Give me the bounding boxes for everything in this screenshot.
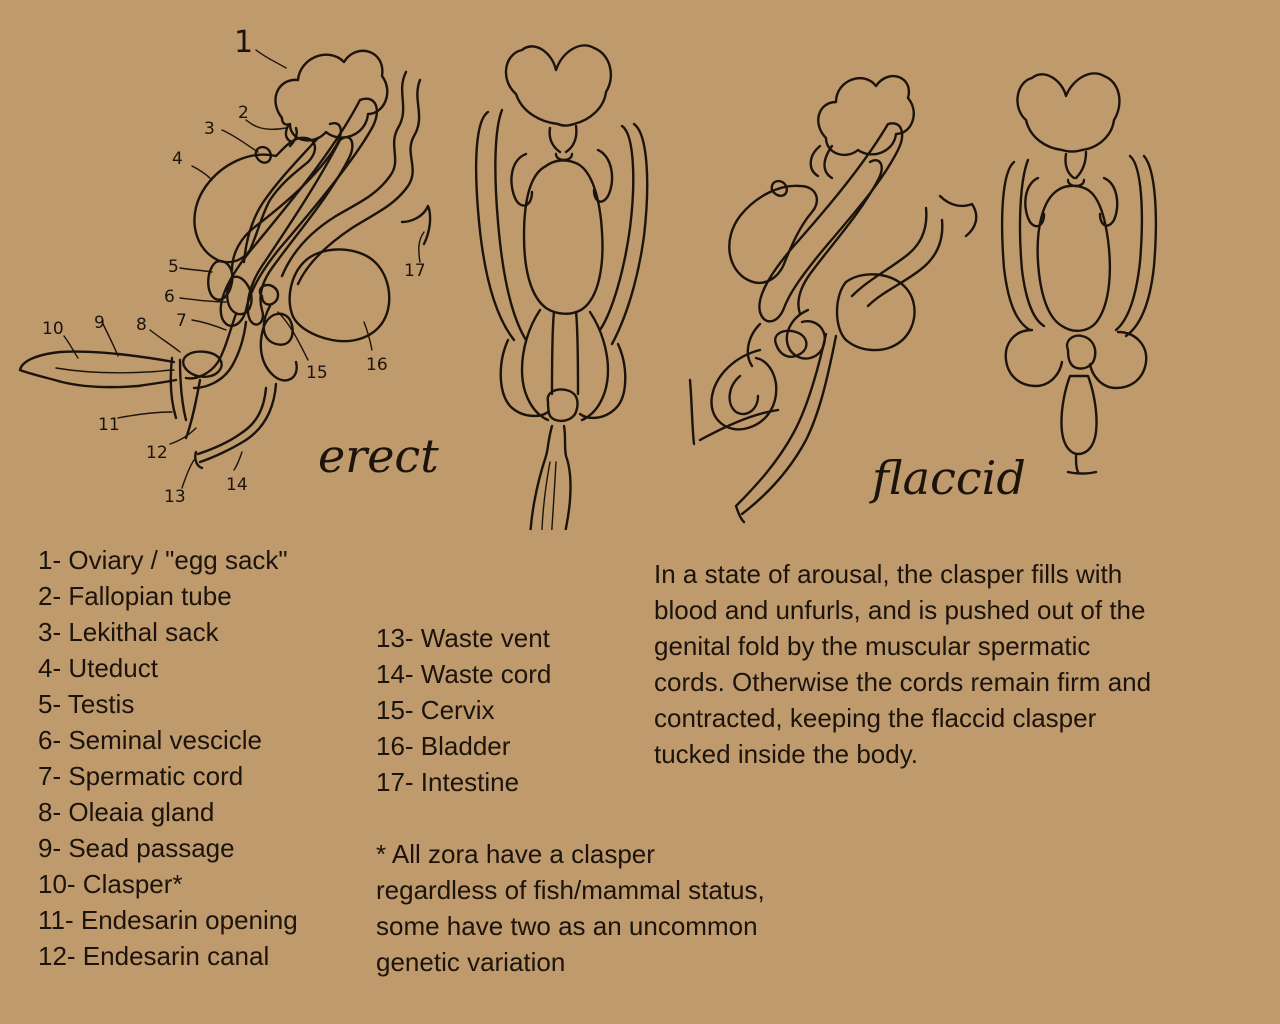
description-line: cords. Otherwise the cords remain firm and: [654, 667, 1152, 697]
num-17: 17: [404, 261, 426, 281]
spermatic-cord-loop: [261, 306, 297, 380]
num-14: 14: [226, 475, 248, 495]
flaccid-bladder-shape: [837, 274, 915, 350]
legend-item-10: 10- Clasper*: [38, 869, 183, 899]
front-clasper-groove: [541, 462, 556, 530]
legend-item-3: 3- Lekithal sack: [38, 617, 219, 647]
num-4: 4: [172, 149, 183, 169]
endesarin-canal-shape: [186, 380, 200, 438]
erect-side-view: [20, 25, 439, 507]
description-line: tucked inside the body.: [654, 739, 919, 769]
num-9: 9: [94, 313, 105, 333]
footnote-line: some have two as an uncommon: [376, 911, 758, 941]
front-shaft-shape: [552, 312, 578, 394]
legend-item-11: 11- Endesarin opening: [38, 905, 298, 935]
num-5: 5: [168, 257, 179, 277]
flaccid-tube-shape: [811, 146, 832, 178]
num-13: 13: [164, 487, 186, 507]
flaccid-front-cord-right: [1116, 156, 1156, 336]
flaccid-front-lower-right: [1090, 332, 1146, 388]
flaccid-front-view: [1002, 73, 1156, 473]
description-line: genital fold by the muscular spermatic: [654, 631, 1091, 661]
footnote-paragraph: [376, 836, 765, 980]
erect-front-view: [476, 45, 647, 530]
front-clasper-shape: [530, 426, 571, 530]
clasper-shape: [20, 352, 176, 388]
legend-item-7: 7- Spermatic cord: [38, 761, 244, 791]
footnote-line: regardless of fish/mammal status,: [376, 875, 765, 905]
legend-item-15: 15- Cervix: [376, 695, 495, 725]
front-uterus-shape: [524, 160, 602, 313]
flaccid-ovary-shape: [818, 76, 914, 155]
num-6: 6: [164, 287, 175, 307]
legend-item-14: 14- Waste cord: [376, 659, 552, 689]
flaccid-front-ovary: [1017, 73, 1119, 151]
description-paragraph: [654, 556, 1151, 772]
flaccid-side-view: [690, 76, 1026, 522]
legend-item-5: 5- Testis: [38, 689, 135, 719]
num-10: 10: [42, 319, 64, 339]
num-1: 1: [234, 25, 254, 60]
legend-item-4: 4- Uteduct: [38, 653, 158, 683]
flaccid-genital-fold: [690, 380, 778, 444]
legend-item-8: 8- Oleaia gland: [38, 797, 215, 827]
legend-item-9: 9- Sead passage: [38, 833, 235, 863]
bladder-shape: [290, 249, 390, 341]
sead-passage-line: [56, 368, 174, 373]
uteduct-shape: [194, 138, 315, 262]
description-line: blood and unfurls, and is pushed out of the: [654, 595, 1146, 625]
flaccid-front-uterus: [1038, 186, 1110, 331]
flaccid-front-clasper: [1061, 376, 1096, 454]
num-8: 8: [136, 315, 147, 335]
fold-inner: [248, 137, 353, 324]
legend-left: [38, 542, 298, 974]
flaccid-front-vent: [1068, 454, 1096, 474]
legend-item-17: 17- Intestine: [376, 767, 520, 797]
legend-item-12: 12- Endesarin canal: [38, 941, 270, 971]
front-cord-left: [476, 110, 526, 340]
waste-cord-shape: [198, 384, 276, 462]
num-16: 16: [366, 355, 388, 375]
cervix-shape: [260, 285, 278, 305]
num-7: 7: [176, 311, 187, 331]
description-line: contracted, keeping the flaccid clasper: [654, 703, 1097, 733]
ovary-shape: [275, 51, 387, 141]
front-lower-fold: [522, 310, 608, 420]
num-2: 2: [238, 103, 249, 123]
flaccid-clasper-curled: [711, 350, 776, 429]
num-15: 15: [306, 363, 328, 383]
flaccid-front-gland: [1067, 336, 1095, 369]
num-12: 12: [146, 443, 168, 463]
flaccid-front-lower-left: [1006, 330, 1062, 386]
flaccid-front-tube: [1065, 152, 1086, 186]
flaccid-front-testis-right: [1100, 178, 1117, 226]
legend-item-1: 1- Oviary / "egg sack": [38, 545, 288, 575]
footnote-line: * All zora have a clasper: [376, 839, 655, 869]
legend-item-13: 13- Waste vent: [376, 623, 550, 653]
legend-middle: [376, 620, 551, 800]
flaccid-intestine-shape: [852, 196, 976, 306]
legend-item-6: 6- Seminal vescicle: [38, 725, 262, 755]
front-testis-left: [511, 154, 532, 206]
front-ovary-shape: [506, 45, 611, 125]
legend-item-16: 16- Bladder: [376, 731, 511, 761]
num-3: 3: [204, 119, 215, 139]
num-11: 11: [98, 415, 120, 435]
erect-label: erect: [318, 429, 439, 483]
flaccid-label: flaccid: [872, 451, 1026, 505]
footnote-line: genetic variation: [376, 947, 566, 977]
legend-item-2: 2- Fallopian tube: [38, 581, 232, 611]
flaccid-cord-loop: [748, 310, 825, 366]
front-tube-shape: [550, 126, 577, 160]
description-line: In a state of arousal, the clasper fills with: [654, 559, 1123, 589]
